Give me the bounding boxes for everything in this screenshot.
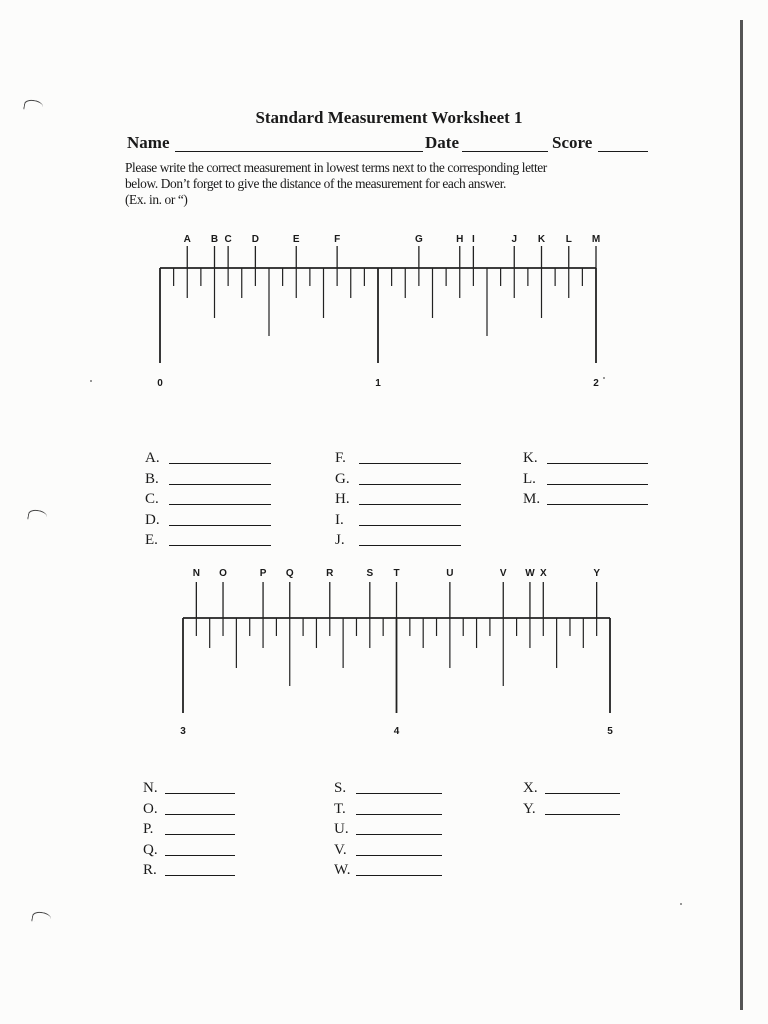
answer-label: W. — [334, 862, 351, 878]
answer-label: A. — [145, 450, 160, 466]
ruler-letter-h: H — [456, 234, 464, 245]
answer-label: L. — [523, 470, 536, 487]
date-label: Date — [425, 133, 459, 152]
inch-label-3: 3 — [180, 726, 186, 737]
answer-label: E. — [145, 532, 158, 548]
ruler-letter-a: A — [183, 234, 191, 245]
answer-label: K. — [523, 450, 538, 466]
ruler-letter-f: F — [334, 234, 341, 245]
ruler-letter-t: T — [393, 568, 400, 579]
answer-blank[interactable] — [165, 875, 235, 876]
answer-label: O. — [143, 800, 158, 817]
ruler-letter-w: W — [525, 568, 535, 579]
ruler-letter-g: G — [414, 234, 423, 245]
answer-label: R. — [143, 862, 157, 878]
inch-label-1: 1 — [375, 378, 381, 389]
inch-label-2: 2 — [593, 378, 599, 389]
answer-blank[interactable] — [356, 793, 442, 794]
answer-label: F. — [335, 450, 346, 466]
answer-label: V. — [334, 841, 347, 858]
ruler-letter-u: U — [446, 568, 454, 579]
ruler-letter-n: N — [192, 568, 200, 579]
ruler-letter-c: C — [224, 234, 232, 245]
ruler-letter-s: S — [366, 568, 374, 579]
ruler-letter-e: E — [292, 234, 300, 245]
answer-blank[interactable] — [165, 814, 235, 815]
ruler-letter-p: P — [259, 568, 267, 579]
answer-label: X. — [523, 780, 538, 796]
ruler-letter-y: Y — [593, 568, 600, 579]
answer-blank[interactable] — [165, 793, 235, 794]
answer-blank[interactable] — [165, 834, 235, 835]
ruler-letter-k: K — [537, 234, 546, 245]
answer-blank[interactable] — [356, 855, 442, 856]
ruler-letter-d: D — [251, 234, 259, 245]
ruler-letter-q: Q — [285, 568, 294, 579]
answer-label: M. — [523, 491, 541, 507]
name-label: Name — [127, 133, 170, 152]
inch-label-4: 4 — [393, 726, 400, 737]
ruler-letter-m: M — [591, 234, 601, 245]
instructions-line-3: (Ex. in. or “) — [125, 192, 188, 207]
answer-blank[interactable] — [545, 793, 620, 794]
inch-label-0: 0 — [157, 378, 163, 389]
answer-label: T. — [334, 800, 346, 817]
answer-label: C. — [145, 491, 159, 507]
ruler-letter-r: R — [326, 568, 334, 579]
worksheet-title: Standard Measurement Worksheet 1 — [255, 108, 523, 127]
answer-label: Q. — [143, 841, 158, 858]
ruler-letter-j: J — [511, 234, 518, 245]
ruler-letter-i: I — [471, 234, 475, 245]
answer-label: S. — [334, 780, 347, 796]
answer-label: G. — [335, 470, 350, 487]
answer-label: N. — [143, 780, 158, 796]
inch-label-5: 5 — [607, 726, 613, 737]
answer-label: H. — [335, 491, 350, 507]
answer-label: D. — [145, 511, 160, 528]
answer-blank[interactable] — [165, 855, 235, 856]
ruler-letter-b: B — [210, 234, 219, 245]
ruler-letter-l: L — [565, 234, 572, 245]
answer-blank[interactable] — [356, 834, 442, 835]
instructions-line-2: below. Don’t forget to give the distance of the measurement for each answer. — [125, 176, 506, 191]
answer-blank[interactable] — [356, 875, 442, 876]
answer-label: P. — [143, 821, 154, 837]
ruler-2-ticks — [183, 618, 610, 713]
answer-blank[interactable] — [545, 814, 620, 815]
ruler-2-pointers — [196, 582, 596, 618]
answer-blank[interactable] — [356, 814, 442, 815]
answer-label: Y. — [523, 800, 536, 817]
answer-label: J. — [335, 532, 345, 548]
instructions-line-1: Please write the correct measurement in lowest terms next to the corresponding letter — [125, 160, 547, 175]
answer-label: U. — [334, 821, 349, 837]
ruler-letter-o: O — [219, 568, 227, 579]
score-label: Score — [552, 133, 593, 152]
answer-label: I. — [335, 511, 344, 528]
ruler-letter-x: X — [539, 568, 547, 579]
ruler-letter-v: V — [499, 568, 507, 579]
answer-label: B. — [145, 470, 159, 487]
